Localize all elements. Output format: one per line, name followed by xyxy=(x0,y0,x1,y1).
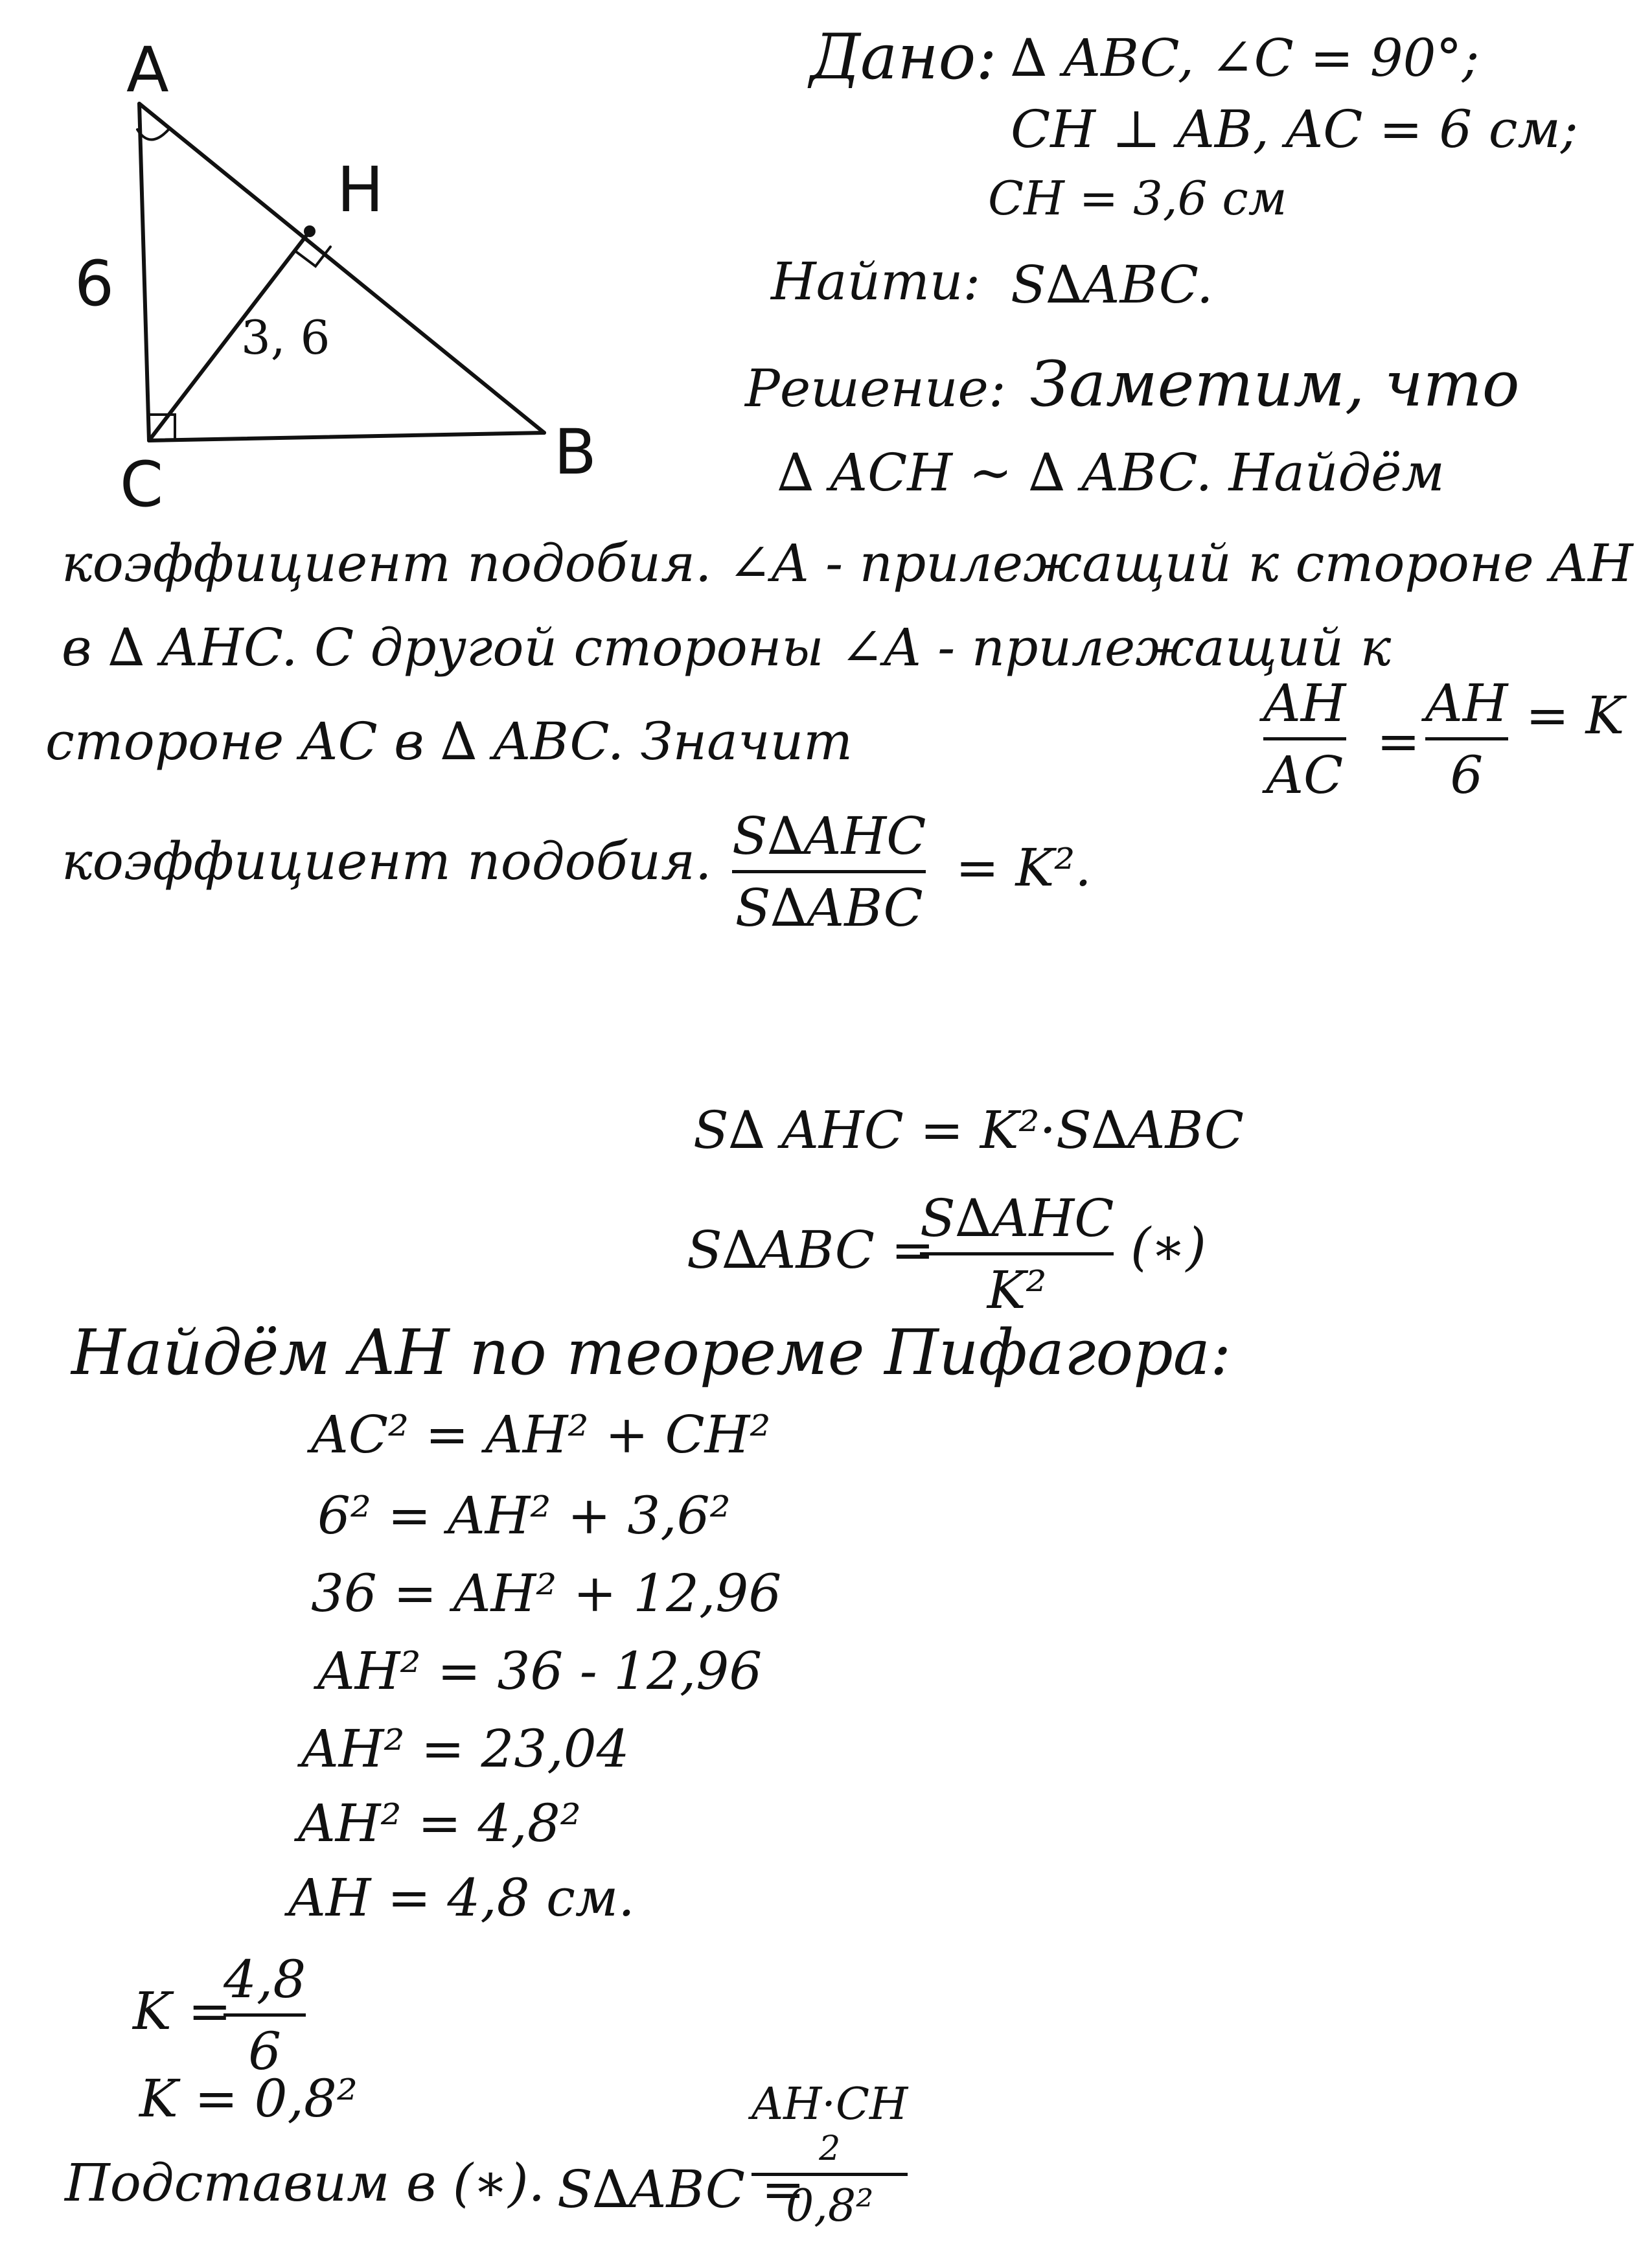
solution-line-4: в ∆ AHC. С другой стороны ∠A - прилежащий к xyxy=(62,617,1392,678)
area-ratio-den: S∆ABC xyxy=(735,878,923,938)
ratio-fraction-2 xyxy=(1425,674,1508,805)
ratio-den-2: 6 xyxy=(1450,745,1484,805)
solution-heading: Решение: xyxy=(745,358,1006,418)
substitute-num-top: AH·CH xyxy=(751,2079,908,2130)
pythagoras-step-5: AH² = 23,04 xyxy=(301,1719,630,1779)
pythagoras-step-1: AC² = AH² + CH² xyxy=(311,1404,771,1465)
derivation-eq-2-mark: (∗) xyxy=(1130,1217,1206,1277)
ratio-equals: = xyxy=(1377,711,1421,772)
ratio-k: = K xyxy=(1526,685,1625,746)
given-heading: Дано: xyxy=(810,21,997,93)
side-ac xyxy=(139,104,149,441)
vertex-b-label: B xyxy=(554,416,597,488)
substitute-den: 0,8² xyxy=(785,2180,874,2232)
ratio-num-1: AH xyxy=(1263,673,1346,733)
k-value-result: K = 0,8² xyxy=(139,2068,358,2129)
pythagoras-step-3: 36 = AH² + 12,96 xyxy=(311,1563,782,1623)
pythagoras-step-2: 6² = AH² + 3,6² xyxy=(317,1485,731,1546)
point-h xyxy=(304,225,315,237)
k-value-den: 6 xyxy=(248,2021,282,2081)
substitute-fraction xyxy=(751,2079,908,2232)
side-cb xyxy=(149,433,544,441)
solution-line-2: ∆ ACH ∼ ∆ ABC. Найдём xyxy=(777,442,1445,503)
area-ratio-fraction xyxy=(732,807,926,938)
derivation-eq-1: S∆ AHC = K²·S∆ABC xyxy=(693,1100,1244,1160)
k-value-left: K = xyxy=(133,1981,232,2041)
ratio-fraction-1 xyxy=(1263,674,1346,805)
derivation-eq-2-den: K² xyxy=(987,1260,1047,1320)
area-ratio-num: S∆AHC xyxy=(732,806,926,866)
solution-line-6: коэффициент подобия. xyxy=(62,831,712,891)
substitute-text: Подставим в (∗). xyxy=(65,2153,545,2213)
given-line-3: CH = 3,6 см xyxy=(988,171,1287,225)
pythagoras-step-6: AH² = 4,8² xyxy=(298,1793,581,1853)
k-value-fraction xyxy=(224,1950,306,2081)
derivation-eq-2-num: S∆AHC xyxy=(920,1188,1114,1248)
vertex-h-label: H xyxy=(337,154,384,226)
area-ratio-tail: = K². xyxy=(956,838,1092,898)
side-ac-length-label: 6 xyxy=(75,247,115,320)
find-value: S∆ABC. xyxy=(1011,255,1213,315)
find-heading: Найти: xyxy=(771,251,981,312)
k-value-num: 4,8 xyxy=(224,1949,306,2010)
altitude-length-label: 3, 6 xyxy=(241,310,330,365)
ratio-num-2: AH xyxy=(1425,673,1508,733)
pythagoras-step-4: AH² = 36 - 12,96 xyxy=(317,1641,763,1701)
given-line-1: ∆ ABC, ∠C = 90°; xyxy=(1011,28,1480,88)
substitute-left: S∆ABC = xyxy=(557,2159,805,2219)
solution-line-5: стороне AC в ∆ ABC. Значит xyxy=(45,711,853,772)
ratio-den-1: AC xyxy=(1266,745,1344,805)
solution-line-1: Заметим, что xyxy=(1030,348,1520,420)
derivation-eq-2-left: S∆ABC = xyxy=(687,1220,935,1280)
given-line-2: CH ⊥ AB, AC = 6 см; xyxy=(1011,99,1578,159)
substitute-num-bottom: 2 xyxy=(819,2129,841,2169)
solution-line-3: коэффициент подобия. ∠A - прилежащий к стороне AH xyxy=(62,533,1633,593)
pythagoras-heading: Найдём AH по теореме Пифагора: xyxy=(71,1316,1232,1389)
pythagoras-step-7: AH = 4,8 см. xyxy=(288,1868,635,1928)
derivation-eq-2-fraction xyxy=(920,1189,1114,1320)
vertex-a-label: A xyxy=(126,34,169,106)
vertex-c-label: C xyxy=(120,448,164,521)
